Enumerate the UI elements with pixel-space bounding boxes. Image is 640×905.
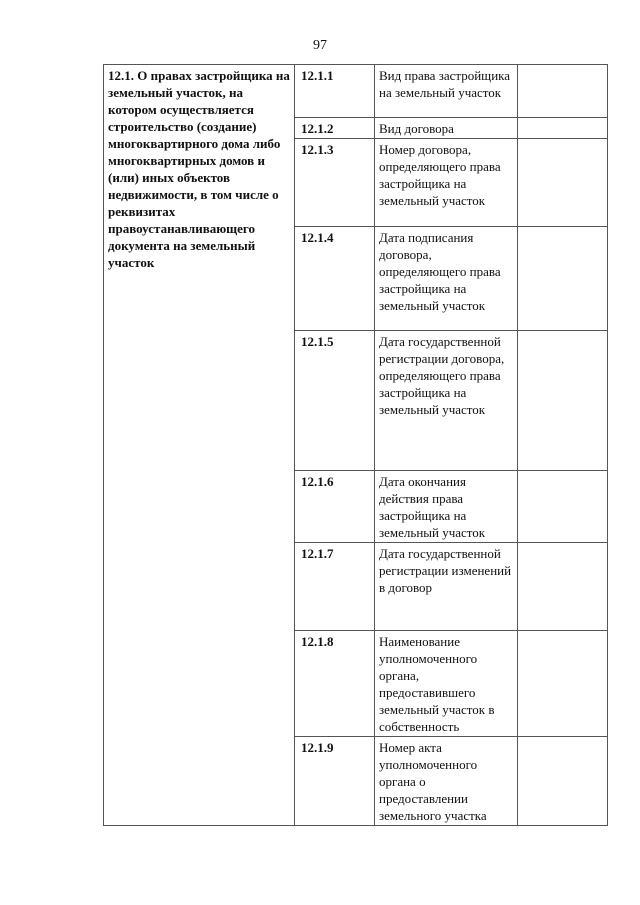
row-value — [518, 227, 608, 331]
row-number: 12.1.2 — [295, 118, 375, 139]
row-value — [518, 543, 608, 631]
row-label: Вид права застройщика на земельный участок — [375, 65, 518, 118]
row-value — [518, 331, 608, 471]
row-value — [518, 737, 608, 826]
row-label: Дата государственной регистрации изменений в договор — [375, 543, 518, 631]
row-label: Дата подписания договора, определяющего права застройщика на земельный участок — [375, 227, 518, 331]
row-number: 12.1.3 — [295, 139, 375, 227]
row-value — [518, 139, 608, 227]
row-label: Вид договора — [375, 118, 518, 139]
row-label: Номер договора, определяющего права застройщика на земельный участок — [375, 139, 518, 227]
row-label: Дата государственной регистрации договора, определяющего права застройщика на земельный участок — [375, 331, 518, 471]
row-value — [518, 631, 608, 737]
section-number: 12.1. — [108, 68, 134, 83]
section-title: О правах застройщика на земельный участок, на котором осуществляется строительство (создание) многоквартирного дома либо многоквартирных домов и (или) иных объектов недвижимости, в том числе о реквизитах правоустанавливающего документа на земельный участок — [108, 68, 290, 270]
row-number: 12.1.8 — [295, 631, 375, 737]
page-number: 97 — [313, 38, 327, 53]
section-cell — [104, 65, 295, 826]
row-label: Наименование уполномоченного органа, предоставившего земельный участок в собственность — [375, 631, 518, 737]
row-value — [518, 471, 608, 543]
row-label: Дата окончания действия права застройщика на земельный участок — [375, 471, 518, 543]
row-number: 12.1.1 — [295, 65, 375, 118]
row-number: 12.1.4 — [295, 227, 375, 331]
row-number: 12.1.7 — [295, 543, 375, 631]
row-number: 12.1.6 — [295, 471, 375, 543]
row-value — [518, 65, 608, 118]
disclosure-table — [103, 64, 608, 826]
table-row — [104, 65, 608, 118]
row-label: Номер акта уполномоченного органа о предоставлении земельного участка — [375, 737, 518, 826]
row-number: 12.1.5 — [295, 331, 375, 471]
row-value — [518, 118, 608, 139]
row-number: 12.1.9 — [295, 737, 375, 826]
